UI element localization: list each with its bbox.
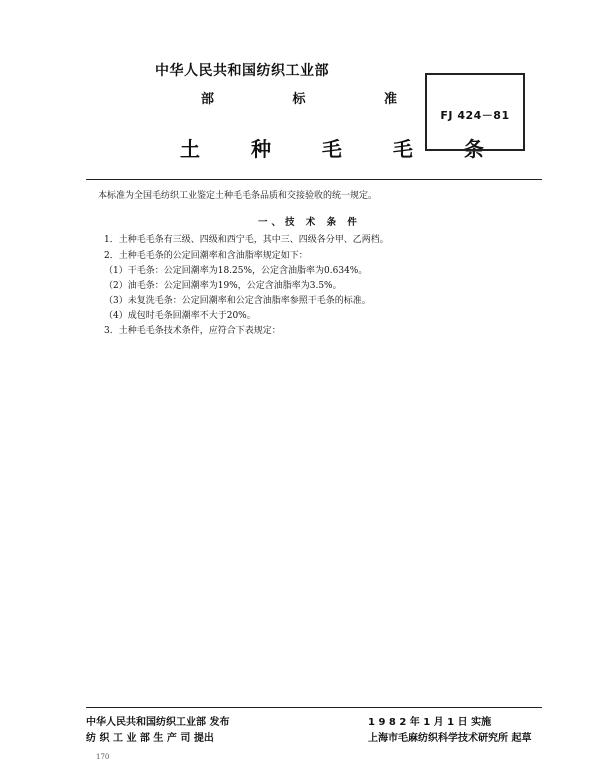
section-heading: 一、技 术 条 件: [258, 217, 361, 228]
publisher-line: 中华人民共和国纺织工业部 发布: [86, 717, 230, 728]
proposer-line: 纺 织 工 业 部 生 产 司 提出: [86, 733, 214, 744]
standard-type: 部 标 准: [201, 92, 424, 107]
standard-code-box: [425, 73, 525, 151]
standard-code: FJ 424－81: [440, 109, 510, 122]
effective-date-line: 1 9 8 2 年 1 月 1 日 实施: [368, 717, 492, 728]
clause-2-item-4: （4）成包时毛条回潮率不大于20%。: [104, 311, 256, 321]
drafter-line: 上海市毛麻纺织科学技术研究所 起草: [368, 733, 532, 744]
document-title: 土 种 毛 毛 条: [180, 137, 506, 161]
intro-paragraph: 本标准为全国毛纺织工业鉴定土种毛毛条品质和交接验收的统一规定。: [98, 191, 378, 201]
clause-2: 2．土种毛毛条的公定回潮率和含油脂率规定如下：: [104, 251, 308, 261]
clause-2-item-3: （3）未复洗毛条：公定回潮率和公定含油脂率参照干毛条的标准。: [104, 296, 371, 306]
clause-1: 1．土种毛毛条有三级、四级和西宁毛，其中三、四级各分甲、乙两档。: [104, 235, 389, 245]
footer-divider: [86, 707, 542, 708]
clause-3: 3．土种毛毛条技术条件，应符合下表规定：: [104, 326, 281, 336]
header-divider: [86, 179, 542, 180]
clause-2-item-2: （2）油毛条：公定回潮率为19%，公定含油脂率为3.5%。: [104, 281, 342, 291]
clause-2-item-1: （1）干毛条：公定回潮率为18.25%，公定含油脂率为0.634%。: [104, 266, 368, 276]
ministry-name: 中华人民共和国纺织工业部: [155, 63, 329, 79]
page-number: 170: [96, 753, 110, 761]
